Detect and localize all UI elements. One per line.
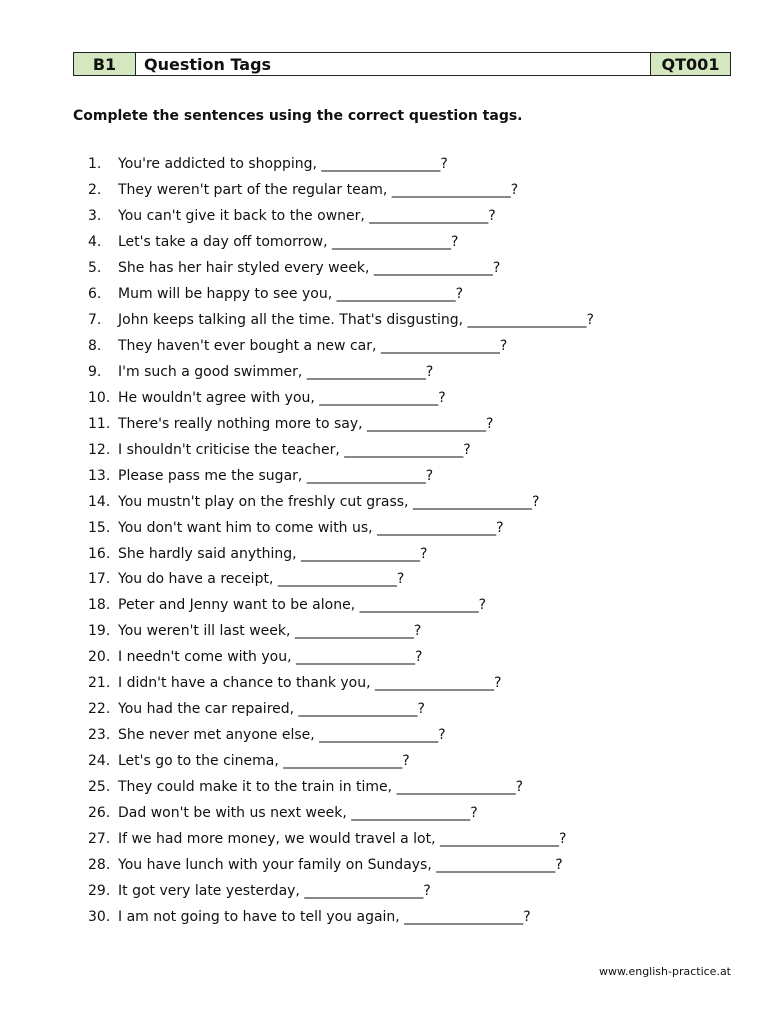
item-number: 17. — [88, 571, 111, 588]
item-number: 29. — [88, 883, 111, 900]
item-sentence: I needn't come with you, _________________? — [118, 649, 423, 666]
item-number: 5. — [88, 259, 102, 276]
item-number: 9. — [88, 363, 102, 380]
item-number: 26. — [88, 805, 111, 822]
item-number: 24. — [88, 753, 111, 770]
exercise-item — [88, 904, 594, 930]
item-number: 8. — [88, 337, 102, 354]
exercise-item — [88, 177, 594, 203]
item-sentence: John keeps talking all the time. That's disgusting, _________________? — [118, 311, 594, 328]
exercise-item — [88, 567, 594, 593]
exercise-item — [88, 696, 594, 722]
item-sentence: She never met anyone else, _________________? — [118, 727, 446, 744]
item-sentence: They haven't ever bought a new car, _________________? — [118, 337, 508, 354]
footer-url: www.english-practice.at — [598, 965, 731, 978]
item-number: 21. — [88, 675, 111, 692]
item-sentence: I shouldn't criticise the teacher, _________________? — [118, 441, 471, 458]
item-sentence: Please pass me the sugar, _________________? — [118, 467, 434, 484]
item-number: 23. — [88, 727, 111, 744]
item-sentence: It got very late yesterday, _________________? — [118, 883, 431, 900]
item-number: 2. — [88, 181, 102, 198]
item-sentence: Let's go to the cinema, _________________? — [118, 753, 410, 770]
exercise-item — [88, 592, 594, 618]
item-number: 20. — [88, 649, 111, 666]
exercise-item — [88, 463, 594, 489]
item-number: 7. — [88, 311, 102, 328]
worksheet-title: Question Tags — [136, 53, 650, 75]
item-number: 4. — [88, 233, 102, 250]
exercise-item — [88, 670, 594, 696]
item-sentence: You can't give it back to the owner, _________________? — [118, 207, 496, 224]
item-number: 16. — [88, 545, 111, 562]
item-sentence: I am not going to have to tell you again, _________________? — [118, 909, 531, 926]
item-number: 28. — [88, 857, 111, 874]
item-number: 18. — [88, 597, 111, 614]
item-number: 19. — [88, 623, 111, 640]
item-sentence: You do have a receipt, _________________? — [118, 571, 405, 588]
item-sentence: You're addicted to shopping, _________________? — [118, 155, 448, 172]
item-sentence: He wouldn't agree with you, _________________? — [118, 389, 446, 406]
exercise-item — [88, 800, 594, 826]
item-number: 1. — [88, 155, 102, 172]
item-sentence: Peter and Jenny want to be alone, _________________? — [118, 597, 487, 614]
exercise-item — [88, 826, 594, 852]
item-sentence: You mustn't play on the freshly cut grass, _________________? — [118, 493, 540, 510]
item-sentence: If we had more money, we would travel a lot, _________________? — [118, 831, 567, 848]
item-number: 6. — [88, 285, 102, 302]
item-sentence: I didn't have a chance to thank you, _________________? — [118, 675, 502, 692]
exercise-item — [88, 229, 594, 255]
exercise-item — [88, 307, 594, 333]
exercise-item — [88, 359, 594, 385]
item-sentence: You had the car repaired, _________________? — [118, 701, 425, 718]
item-number: 10. — [88, 389, 111, 406]
item-number: 3. — [88, 207, 102, 224]
worksheet-code: QT001 — [650, 53, 730, 75]
exercise-item — [88, 281, 594, 307]
item-sentence: There's really nothing more to say, _________________? — [118, 415, 494, 432]
item-sentence: Mum will be happy to see you, _________________? — [118, 285, 464, 302]
item-number: 12. — [88, 441, 111, 458]
worksheet-header — [73, 52, 731, 76]
exercise-item — [88, 748, 594, 774]
exercise-item — [88, 852, 594, 878]
item-sentence: You don't want him to come with us, _________________? — [118, 519, 504, 536]
item-number: 15. — [88, 519, 111, 536]
item-number: 30. — [88, 909, 111, 926]
exercise-item — [88, 437, 594, 463]
item-sentence: I'm such a good swimmer, _________________? — [118, 363, 434, 380]
instructions: Complete the sentences using the correct question tags. — [73, 108, 523, 124]
exercise-item — [88, 878, 594, 904]
item-number: 27. — [88, 831, 111, 848]
item-number: 13. — [88, 467, 111, 484]
exercise-item — [88, 541, 594, 567]
item-sentence: You weren't ill last week, _________________? — [118, 623, 422, 640]
item-number: 11. — [88, 415, 111, 432]
exercise-item — [88, 722, 594, 748]
level-badge: B1 — [74, 53, 136, 75]
item-sentence: They could make it to the train in time, _________________? — [118, 779, 523, 796]
exercise-item — [88, 515, 594, 541]
item-sentence: Dad won't be with us next week, _________________? — [118, 805, 478, 822]
item-sentence: She hardly said anything, _________________? — [118, 545, 428, 562]
item-number: 14. — [88, 493, 111, 510]
exercise-item — [88, 618, 594, 644]
exercise-item — [88, 151, 594, 177]
item-sentence: You have lunch with your family on Sundays, _________________? — [118, 857, 563, 874]
exercise-list — [88, 151, 594, 930]
item-number: 22. — [88, 701, 111, 718]
item-sentence: She has her hair styled every week, _________________? — [118, 259, 501, 276]
item-sentence: Let's take a day off tomorrow, _________________? — [118, 233, 459, 250]
exercise-item — [88, 411, 594, 437]
exercise-item — [88, 385, 594, 411]
item-number: 25. — [88, 779, 111, 796]
exercise-item — [88, 644, 594, 670]
exercise-item — [88, 203, 594, 229]
exercise-item — [88, 255, 594, 281]
item-sentence: They weren't part of the regular team, _________________? — [118, 181, 519, 198]
exercise-item — [88, 774, 594, 800]
exercise-item — [88, 333, 594, 359]
exercise-item — [88, 489, 594, 515]
